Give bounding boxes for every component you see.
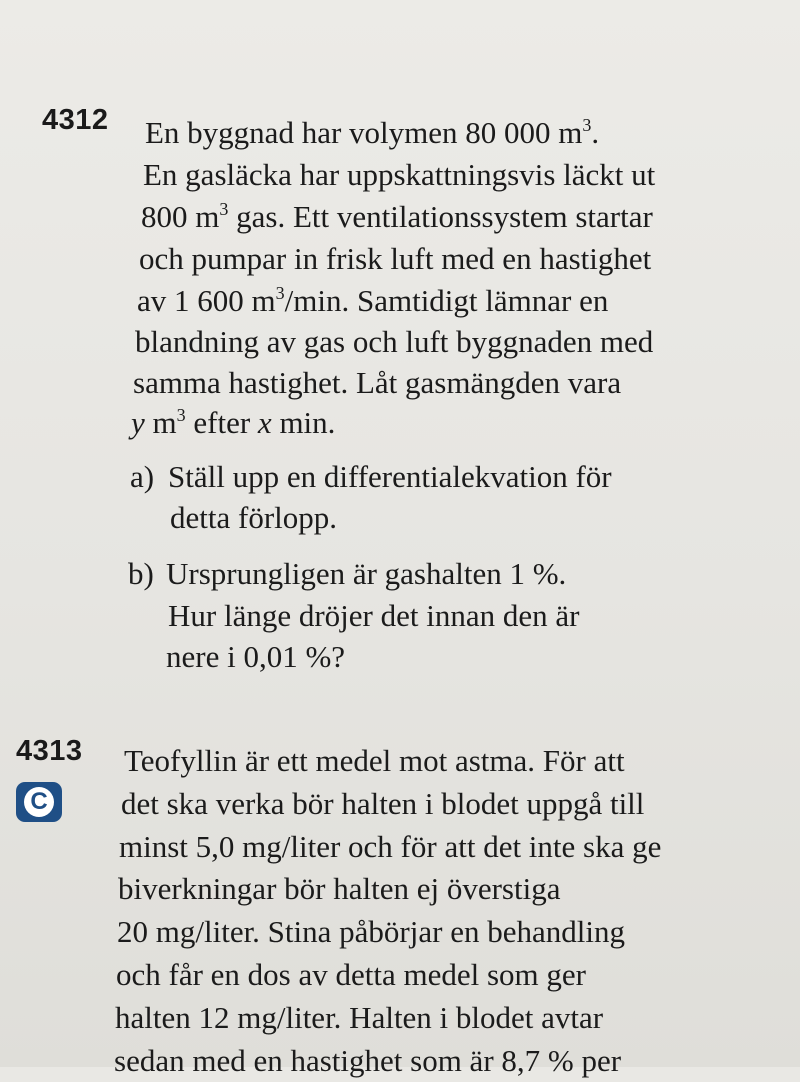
- problem-text-line: och pumpar in frisk luft med en hastighet: [139, 241, 652, 276]
- problem-text-line: det ska verka bör halten i blodet uppgå till: [121, 786, 645, 821]
- problem-text-line: 20 mg/liter. Stina påbörjar en behandling: [117, 914, 625, 949]
- problem-number: 4312: [42, 104, 109, 136]
- problem-text-line: halten 12 mg/liter. Halten i blodet avtar: [115, 1000, 604, 1035]
- part-a: a) Ställ upp en differentialekvation för: [130, 456, 612, 498]
- part-b: b) Ursprungligen är gashalten 1 %.: [128, 553, 566, 595]
- problem-text-line: En gasläcka har uppskattningsvis läckt ut: [143, 157, 656, 192]
- problem-text-line: av 1 600 $m^3/\min$. Samtidigt lämnar en: [137, 283, 609, 318]
- part-a-line: detta förlopp.: [170, 500, 338, 535]
- problem-text-line: Teofyllin är ett medel mot astma. För att: [124, 743, 625, 778]
- part-b-line: nere i 0,01 %?: [166, 639, 346, 674]
- problem-text-line: sedan med en hastighet som är 8,7 % per: [114, 1043, 622, 1078]
- problem-text-line: minst 5,0 mg/liter och för att det inte ska ge: [119, 829, 662, 864]
- problem-text-line: En byggnad har volymen 80 000 $m^3$.: [145, 115, 600, 150]
- problem-text-line: 800 $m^3$ gas. Ett ventilationssystem startar: [141, 199, 653, 234]
- part-label: a): [130, 459, 155, 494]
- part-label: b): [128, 556, 154, 591]
- part-b-line: Hur länge dröjer det innan den är: [168, 598, 580, 633]
- problem-text-line: och får en dos av detta medel som ger: [116, 957, 586, 992]
- c-icon: C: [24, 787, 54, 817]
- problem-text-line: samma hastighet. Låt gasmängden vara: [133, 365, 622, 400]
- problem-number: 4313: [16, 735, 83, 767]
- problem-text-line: biverkningar bör halten ej överstiga: [118, 871, 561, 906]
- c-level-badge: [16, 782, 62, 822]
- problem-text-line: blandning av gas och luft byggnaden med: [135, 324, 654, 359]
- problem-text-line: y $m^3$ efter x min.: [131, 405, 336, 440]
